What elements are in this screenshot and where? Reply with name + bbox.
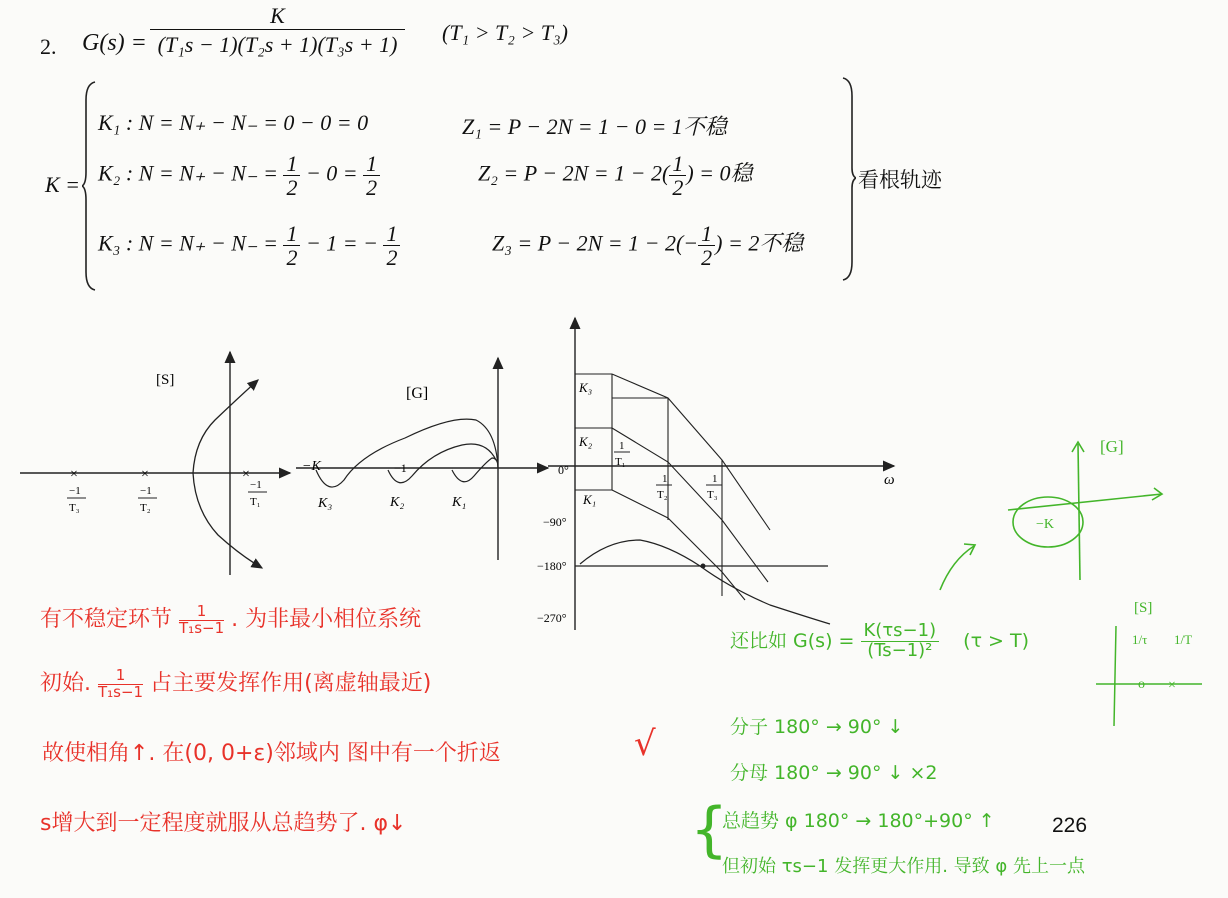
- time-constant-condition: (T₁ > T₂ > T₃): [442, 20, 568, 45]
- case-k3-left-frac2-num: 1: [383, 222, 400, 246]
- green-numerator-line: 分子 180° → 90° ↓: [730, 716, 904, 738]
- pole-t2-num: −1: [140, 485, 152, 497]
- case-k2-right: [478, 152, 753, 199]
- case-k2-right-frac-num: 1: [669, 152, 686, 176]
- green-example-cond: (τ > T): [963, 629, 1030, 652]
- case-k3-left-frac-num: 1: [283, 222, 300, 246]
- green-s-title: [S]: [1134, 600, 1153, 616]
- s-plane-plot: [20, 352, 290, 575]
- freq-t2-den: T₂: [657, 489, 668, 501]
- green-s-label-tau: 1/τ: [1132, 632, 1148, 647]
- case-k2-left: [98, 152, 380, 199]
- green-example-num: K(τs−1): [861, 622, 940, 642]
- case-k3-right-pre: Z₃ = P − 2N = 1 − 2(−: [492, 230, 699, 256]
- brace-note: 看根轨迹: [858, 168, 942, 192]
- magnitude-k2: [612, 428, 768, 582]
- red-note-line2-frac-num: 1: [98, 668, 143, 685]
- case-k3-left-pre: K₃ : N = N₊ − N₋ =: [98, 230, 278, 256]
- freq-t1-num: 1: [619, 440, 625, 452]
- case-k2-left-frac2-den: 2: [366, 175, 378, 201]
- freq-t3-den: T₃: [707, 489, 718, 501]
- nyquist-minus-k: −K: [302, 459, 321, 474]
- magnitude-k3: [612, 374, 770, 530]
- phase-tick-180: −180°: [537, 559, 567, 573]
- green-g-label: −K: [1036, 517, 1055, 532]
- bode-gain-k2: K₂: [579, 434, 593, 449]
- nyquist-plot: [296, 358, 548, 560]
- red-note-line4: s增大到一定程度就服从总趋势了. φ↓: [40, 811, 407, 836]
- left-brace: [82, 80, 96, 292]
- case-k2-right-frac-den: 2: [672, 175, 684, 201]
- pole-t2: [138, 467, 157, 514]
- nyquist-label-k2: K₂: [390, 495, 405, 510]
- green-s-plot: [1092, 596, 1210, 736]
- bode-plot: [537, 318, 895, 630]
- case-k2-left-frac2-num: 1: [363, 152, 380, 176]
- case-k3-right: [492, 222, 803, 269]
- bode-omega-label: ω: [884, 472, 895, 488]
- case-k1-left: K₁ : N = N₊ − N₋ = 0 − 0 = 0: [98, 110, 369, 135]
- red-note-line1-pre: 有不稳定环节: [40, 607, 173, 632]
- diagram-panel: [0, 310, 910, 630]
- case-k1-right: Z₁ = P − 2N = 1 − 0 = 1不稳: [462, 114, 727, 139]
- red-note-line1-post: . 为非最小相位系统: [231, 607, 422, 632]
- nyquist-label-k1: K₁: [452, 495, 467, 510]
- s-plane-title: [S]: [156, 372, 175, 388]
- pole-t2-den: T₂: [140, 502, 151, 514]
- k-label: K =: [45, 172, 81, 197]
- svg-text:×: ×: [1168, 678, 1176, 693]
- phase-tick-90: −90°: [543, 515, 567, 529]
- green-initial-line: 但初始 τs−1 发挥更大作用. 导致 φ 先上一点: [722, 856, 1085, 877]
- page-number: 226: [1052, 814, 1088, 837]
- phase-tick-0: 0°: [558, 463, 569, 477]
- case-k2-left-mid: − 0 =: [305, 160, 358, 186]
- red-note-line1: [40, 602, 421, 636]
- pole-t3-num: −1: [69, 485, 81, 497]
- transfer-function-numerator: K: [150, 4, 405, 30]
- nyquist-minus-one: −1: [394, 461, 407, 475]
- green-example-pre: 还比如 G(s) =: [730, 629, 855, 652]
- case-k2-left-frac-den: 2: [286, 175, 298, 201]
- transfer-function-fraction: [150, 4, 405, 56]
- green-denominator-line: 分母 180° → 90° ↓ ×2: [730, 762, 938, 784]
- right-brace: [842, 76, 856, 282]
- bode-gain-k3: K₃: [579, 380, 593, 395]
- case-k3-left-mid: − 1 = −: [305, 230, 378, 256]
- transfer-function-lhs: G(s) =: [82, 30, 147, 56]
- bode-gain-k1: K₁: [583, 492, 597, 507]
- svg-text:×: ×: [242, 467, 250, 482]
- pole-t3: [67, 467, 86, 514]
- magnitude-k1: [612, 490, 745, 600]
- green-example-line: [730, 622, 1029, 661]
- case-k3-right-post: ) = 2不稳: [715, 230, 804, 256]
- case-k2-left-frac-num: 1: [283, 152, 300, 176]
- case-k3-right-frac-num: 1: [698, 222, 715, 246]
- root-locus-upper: [193, 380, 258, 473]
- freq-t1-den: T₁: [615, 456, 626, 468]
- case-k3-left-frac2-den: 2: [386, 245, 398, 271]
- case-k2-right-post: ) = 0稳: [686, 160, 753, 186]
- red-note-line2: [40, 666, 431, 700]
- green-example-den: (Ts−1)²: [867, 639, 933, 661]
- pole-t1-num: −1: [250, 479, 262, 491]
- svg-text:o: o: [1138, 677, 1145, 692]
- red-note-line1-frac-den: T₁s−1: [179, 618, 225, 637]
- green-g-plot: [930, 430, 1165, 595]
- red-note-line3: 故使相角↑. 在(0, 0+ε)邻域内 图中有一个折返: [42, 741, 501, 766]
- nyquist-curve-k3: [316, 419, 498, 487]
- green-g-title: [G]: [1100, 437, 1124, 456]
- pole-t1-den: T₁: [250, 496, 261, 508]
- transfer-function-denominator: (T₁s − 1)(T₂s + 1)(T₃s + 1): [157, 32, 398, 58]
- nyquist-label-k3: K₃: [318, 496, 333, 511]
- nyquist-curve-k1: [452, 458, 498, 482]
- phase-tick-270: −270°: [537, 611, 567, 625]
- phase-curve: [580, 540, 830, 624]
- red-note-check: √: [634, 724, 656, 764]
- red-note-line1-frac-num: 1: [179, 604, 224, 621]
- svg-text:×: ×: [70, 467, 78, 482]
- nyquist-title: [G]: [406, 385, 429, 402]
- freq-t3-num: 1: [712, 473, 718, 485]
- freq-t2-num: 1: [662, 473, 668, 485]
- green-total-line: 总趋势 φ 180° → 180°+90° ↑: [722, 810, 995, 832]
- green-brace: {: [690, 795, 729, 865]
- case-k3-right-frac-den: 2: [701, 245, 713, 271]
- case-k3-left: [98, 222, 400, 269]
- red-note-line2-frac-den: T₁s−1: [98, 682, 144, 701]
- pole-t3-den: T₃: [69, 502, 80, 514]
- red-note-line2-post: 占主要发挥作用(离虚轴最近): [150, 671, 432, 696]
- case-k2-left-pre: K₂ : N = N₊ − N₋ =: [98, 160, 278, 186]
- case-k2-right-pre: Z₂ = P − 2N = 1 − 2(: [478, 160, 670, 186]
- problem-number: 2.: [40, 34, 57, 59]
- green-s-label-t: 1/T: [1174, 632, 1193, 647]
- red-note-line2-pre: 初始.: [40, 671, 91, 696]
- svg-text:×: ×: [141, 467, 149, 482]
- case-k3-left-frac-den: 2: [286, 245, 298, 271]
